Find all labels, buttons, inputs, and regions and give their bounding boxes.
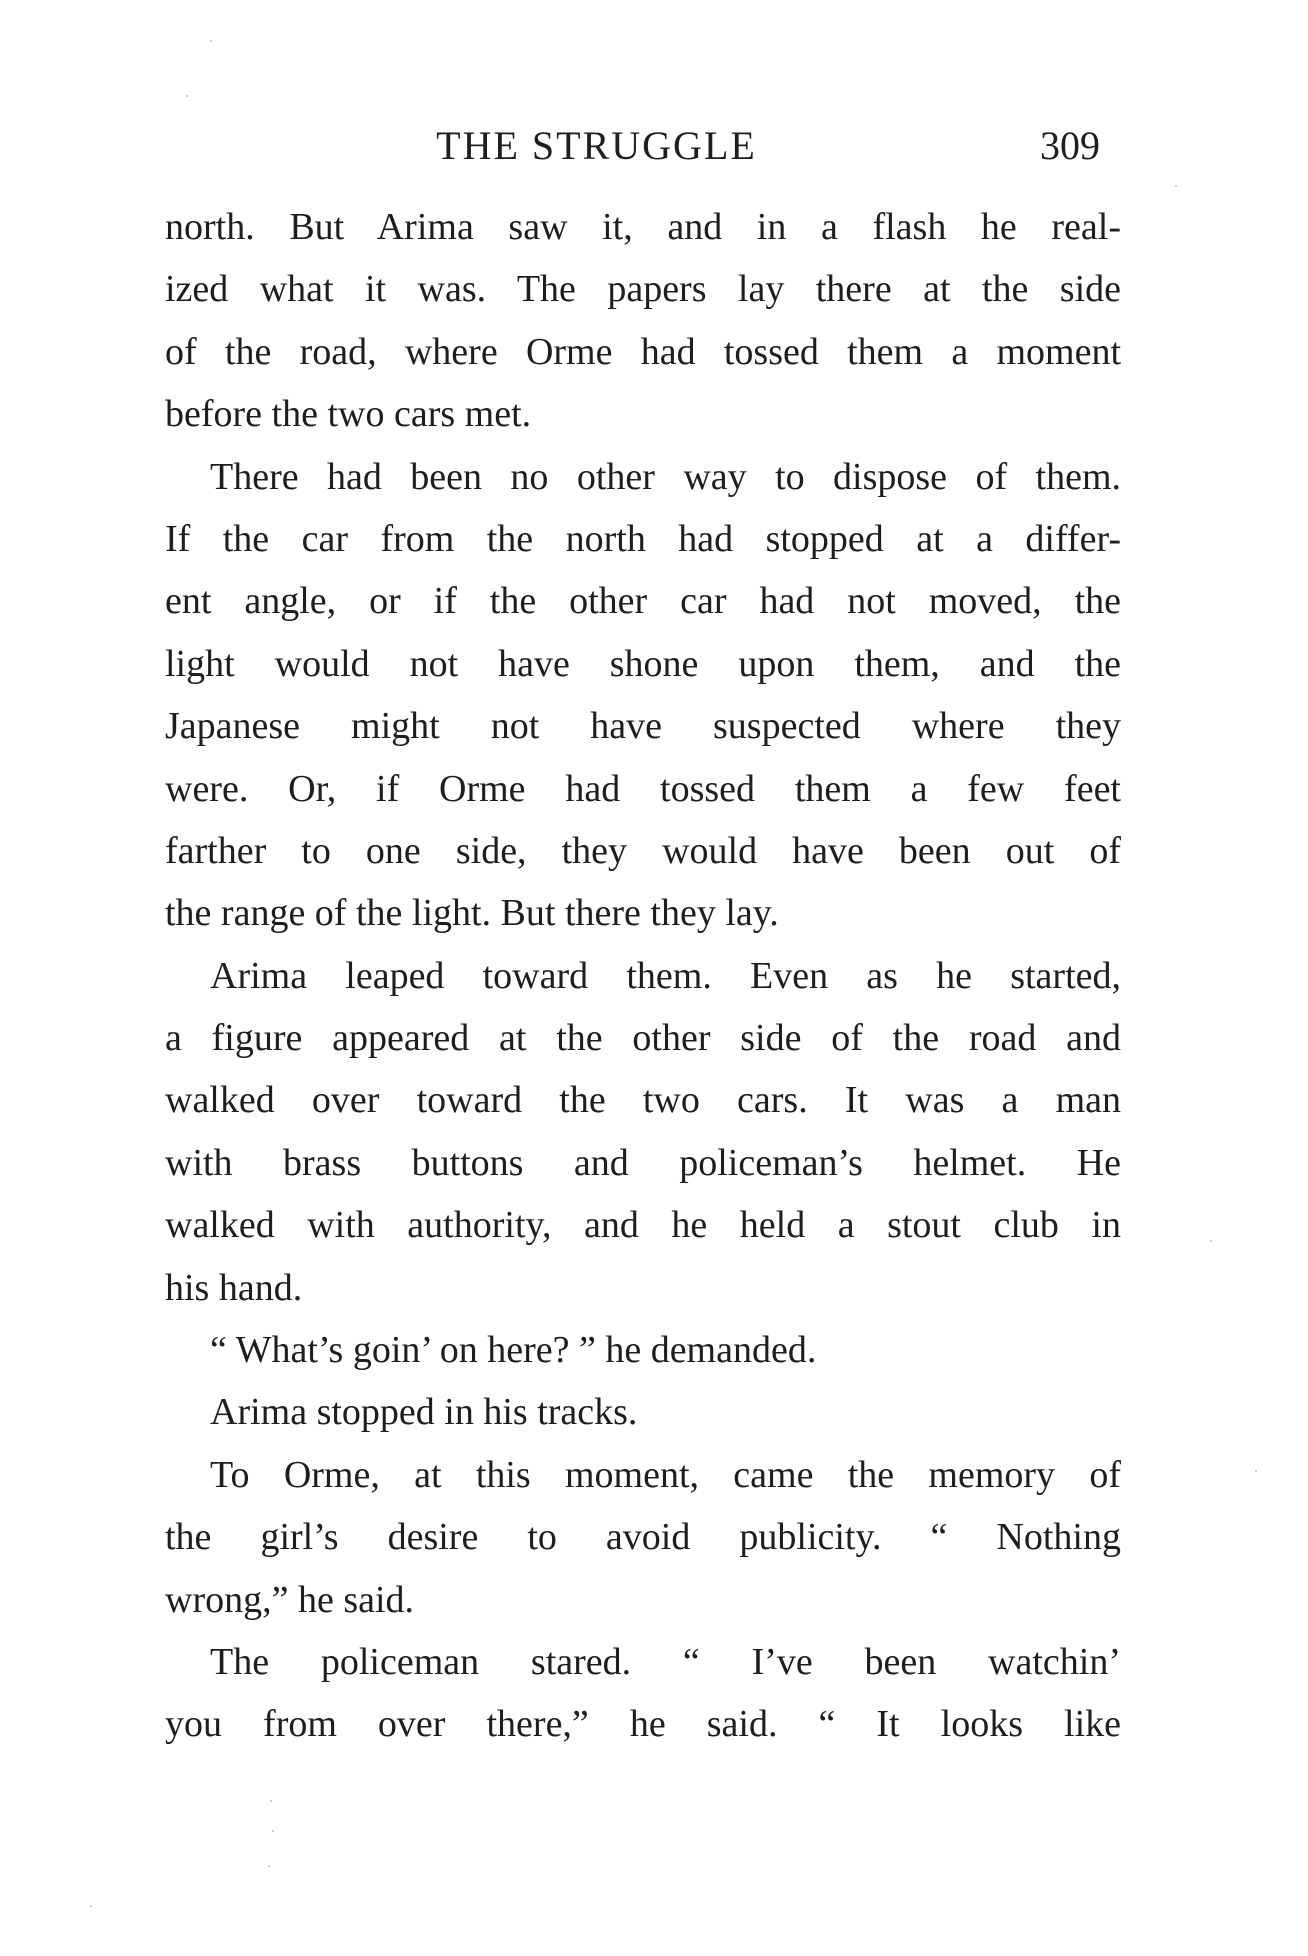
speck [1255, 1470, 1257, 1472]
text-line: There had been no other way to dispose of them. [210, 455, 1121, 498]
text-line: before the two cars met. [165, 393, 532, 436]
speck [1175, 185, 1177, 187]
text-line: you from over there,” he said. “ It looks like [165, 1703, 1121, 1746]
speck [270, 1800, 272, 1802]
text-line: a figure appeared at the other side of the road and [165, 1017, 1121, 1060]
text-line: Japanese might not have suspected where they [165, 705, 1121, 748]
text-line: Arima leaped toward them. Even as he started, [210, 954, 1121, 997]
text-line: walked with authority, and he held a stout club in [165, 1204, 1121, 1247]
text-line: his hand. [165, 1266, 303, 1309]
text-line: north. But Arima saw it, and in a flash he real- [165, 206, 1121, 248]
speck [272, 1830, 274, 1832]
page-number: 309 [1040, 123, 1100, 168]
text-line: “ What’s goin’ on here? ” he demanded. [210, 1329, 817, 1372]
text-line: walked over toward the two cars. It was a man [165, 1079, 1121, 1122]
text-line: the girl’s desire to avoid publicity. “ Nothing [165, 1516, 1121, 1559]
speck [268, 1865, 270, 1867]
running-title: THE STRUGGLE [436, 123, 757, 168]
body-text [165, 196, 1121, 1756]
speck [1210, 1240, 1212, 1242]
text-line: wrong,” he said. [165, 1578, 415, 1621]
text-line: farther to one side, they would have been out of [165, 829, 1121, 872]
text-line: were. Or, if Orme had tossed them a few feet [165, 767, 1121, 810]
text-line: The policeman stared. “ I’ve been watchin’ [210, 1640, 1121, 1683]
text-line: To Orme, at this moment, came the memory of [210, 1453, 1121, 1496]
speck [90, 1905, 92, 1907]
text-line: If the car from the north had stopped at a differ- [165, 517, 1121, 560]
speck [186, 95, 188, 97]
text-line: the range of the light. But there they lay. [165, 892, 779, 935]
text-line: light would not have shone upon them, and the [165, 642, 1121, 685]
text-line: of the road, where Orme had tossed them a moment [165, 330, 1121, 373]
text-line: ized what it was. The papers lay there at the side [165, 268, 1121, 311]
text-line: ent angle, or if the other car had not moved, the [165, 580, 1121, 623]
speck [210, 40, 212, 42]
text-line: Arima stopped in his tracks. [210, 1391, 638, 1434]
text-line: with brass buttons and policeman’s helmet. He [165, 1141, 1121, 1184]
